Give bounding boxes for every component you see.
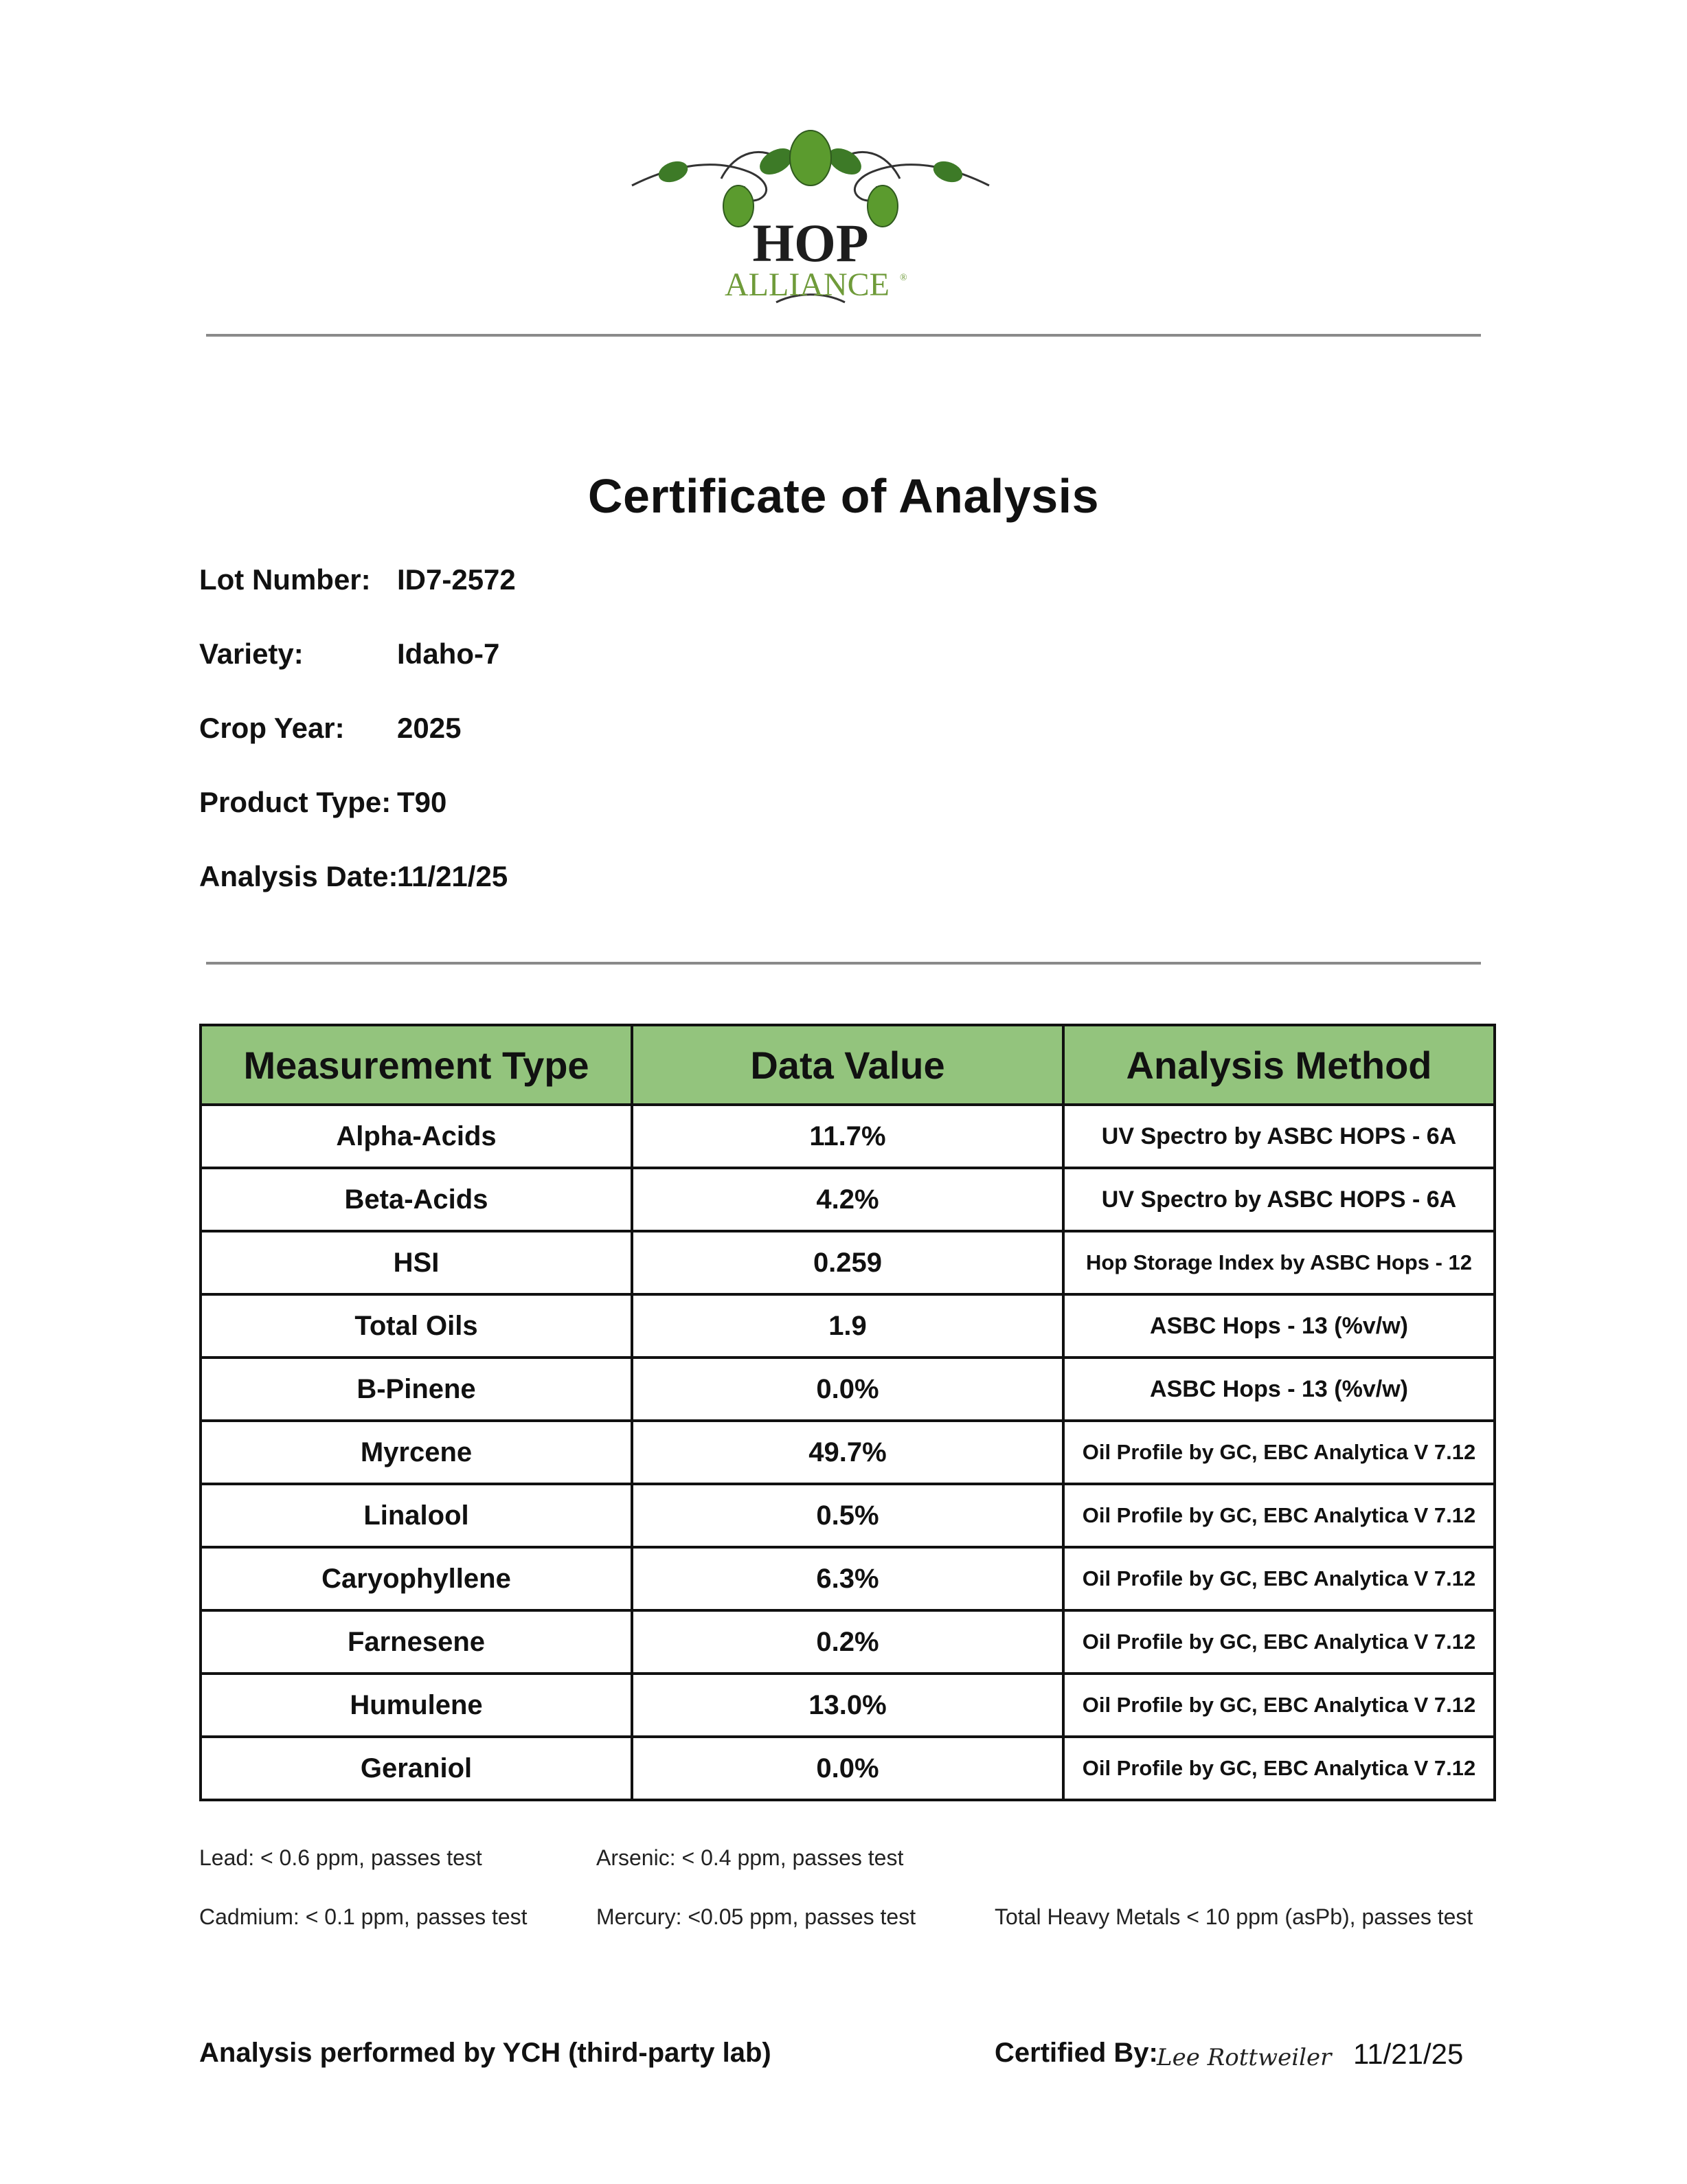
data-value: 49.7% [632,1421,1063,1484]
data-value: 0.0% [632,1358,1063,1421]
table-row [201,1421,1495,1484]
analysis-method: Oil Profile by GC, EBC Analytica V 7.12 [1063,1421,1495,1484]
analysis-method: Oil Profile by GC, EBC Analytica V 7.12 [1063,1737,1495,1800]
field-label: Product Type: [199,786,392,818]
header-analysis-method: Analysis Method [1063,1025,1495,1105]
heavy-metal-total: Total Heavy Metals < 10 ppm (asPb), passes test [995,1904,1473,1929]
heavy-metal-mercury: Mercury: <0.05 ppm, passes test [596,1904,916,1929]
middle-divider [206,962,1481,965]
measurement-type: Beta-Acids [201,1168,632,1231]
measurement-type: Farnesene [201,1610,632,1674]
data-value: 13.0% [632,1674,1063,1737]
analysis-method: Oil Profile by GC, EBC Analytica V 7.12 [1063,1674,1495,1737]
analysis-method: ASBC Hops - 13 (%v/w) [1063,1358,1495,1421]
table-row [201,1737,1495,1800]
field-value: 2025 [397,712,462,744]
table-row [201,1231,1495,1294]
logo-text-hop: HOP [752,213,869,273]
table-row [201,1484,1495,1547]
analysis-method: ASBC Hops - 13 (%v/w) [1063,1294,1495,1358]
table-row [201,1610,1495,1674]
certified-date: 11/21/25 [1353,2038,1464,2070]
field-label: Variety: [199,638,304,670]
measurement-type: Linalool [201,1484,632,1547]
measurement-type: Caryophyllene [201,1547,632,1610]
header-measurement-type: Measurement Type [201,1025,632,1105]
hop-alliance-logo [618,124,1003,316]
performed-by: Analysis performed by YCH (third-party lab) [199,2038,771,2068]
field-value: 11/21/25 [397,860,508,892]
data-value: 0.0% [632,1737,1063,1800]
data-value: 6.3% [632,1547,1063,1610]
field-label: Crop Year: [199,712,345,744]
measurement-type: Humulene [201,1674,632,1737]
measurement-type: Total Oils [201,1294,632,1358]
analysis-table [199,1024,1496,1801]
page-title: Certificate of Analysis [587,469,1100,523]
analysis-method: Oil Profile by GC, EBC Analytica V 7.12 [1063,1547,1495,1610]
measurement-type: Myrcene [201,1421,632,1484]
signature-text: Lee Rottweiler [1157,2044,1332,2071]
measurement-type: HSI [201,1231,632,1294]
signature [1154,2035,1346,2076]
measurement-type: Alpha-Acids [201,1105,632,1168]
data-value: 0.259 [632,1231,1063,1294]
table-row [201,1168,1495,1231]
measurement-type: B-Pinene [201,1358,632,1421]
field-label: Analysis Date: [199,860,398,892]
header-data-value: Data Value [632,1025,1063,1105]
table-row [201,1547,1495,1610]
field-value: Idaho-7 [397,638,500,670]
logo-text-alliance: ALLIANCE [725,267,890,303]
data-value: 0.5% [632,1484,1063,1547]
analysis-method: Hop Storage Index by ASBC Hops - 12 [1063,1231,1495,1294]
data-value: 11.7% [632,1105,1063,1168]
table-row [201,1358,1495,1421]
analysis-method: UV Spectro by ASBC HOPS - 6A [1063,1105,1495,1168]
analysis-method: Oil Profile by GC, EBC Analytica V 7.12 [1063,1484,1495,1547]
measurement-type: Geraniol [201,1737,632,1800]
data-value: 1.9 [632,1294,1063,1358]
heavy-metal-arsenic: Arsenic: < 0.4 ppm, passes test [596,1845,904,1870]
field-value: T90 [397,786,447,818]
analysis-method: Oil Profile by GC, EBC Analytica V 7.12 [1063,1610,1495,1674]
data-value: 4.2% [632,1168,1063,1231]
field-label: Lot Number: [199,563,371,596]
heavy-metal-cadmium: Cadmium: < 0.1 ppm, passes test [199,1904,528,1929]
table-row [201,1674,1495,1737]
logo-trademark: ® [900,273,907,283]
table-row [201,1294,1495,1358]
top-divider [206,334,1481,337]
table-header-row [201,1025,1495,1105]
data-value: 0.2% [632,1610,1063,1674]
certified-by-label: Certified By: [995,2038,1158,2068]
table-row [201,1105,1495,1168]
heavy-metal-lead: Lead: < 0.6 ppm, passes test [199,1845,482,1870]
analysis-method: UV Spectro by ASBC HOPS - 6A [1063,1168,1495,1231]
field-value: ID7-2572 [397,563,516,596]
